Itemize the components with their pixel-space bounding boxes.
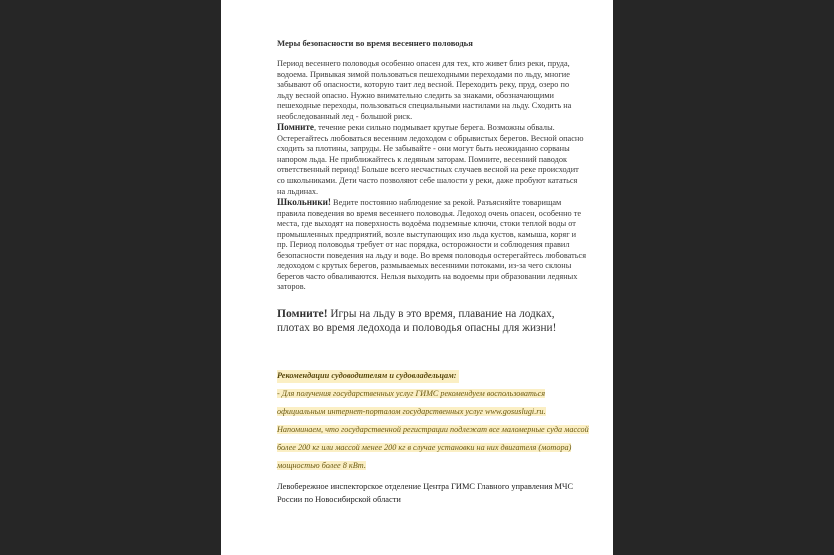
remember-text: , течение реки сильно подмывает крутые берега. Возможны обвалы. Остерегайтесь любоваться весенним ледоходом с обрывистых берегов. Весной опасно сходить за плотины, запруды. Не забывайте - они могут быть неожиданно сорваны напором льда. Не приближайтесь к ледяным заторам. Помните, весенний паводок ответственный период! Больше всего несчастных случаев весной на реке происходит со школьниками. Дети часто позволяют себе шалости у реки, даже пробуют кататься на льдинах. (277, 123, 584, 196)
intro-text: Период весеннего половодья особенно опасен для тех, кто живет близ реки, пруда, водоема. Привыкая зимой пользоваться пешеходными переходами по льду, многие забывают об опасности, которую таит лед весной. Переходить реку, пруд, озеро по льду весной опасно. Нужно внимательно следить за знаками, обозначающими пешеходные переходы, пользоваться специальными настилами на льду. Сходить на необследованный лед - большой риск. (277, 59, 572, 121)
recommendations-text: - Для получения государственных услуг ГИМС рекомендуем воспользоваться официальным интернет-порталом государственных услуг www.gosuslugi.ru. Напоминаем, что государственной регистрации подлежат все маломерные суда массой более 200 кг или массой менее 200 кг в случае установки на них двигателя (мотора) мощностью более 8 кВт. (277, 389, 589, 471)
remember-lead: Помните (277, 122, 315, 133)
page-content (277, 38, 587, 506)
warning-paragraph (277, 307, 587, 335)
schoolchildren-lead: Школьники! (277, 197, 331, 208)
warning-text: Игры на льду в это время, плавание на лодках, плотах во время ледохода и половодья опасны для жизни! (277, 308, 557, 335)
schoolchildren-text: Ведите постоянно наблюдение за рекой. Разъясняйте товарищам правила поведения во время весеннего половодья. Ледоход очень опасен, особенно те места, где выходят на поверхность водоёма подземные ключи, стоки теплой воды от промышленных предприятий, возле выступающих изо льда кустов, камыша, коряг и пр. Период половодья требует от нас порядка, осторожности и соблюдения правил безопасности поведения на льду и воде. Во время половодья остерегайтесь любоваться ледоходом с крутых берегов, размываемых весенними потоками, из-за чего склоны берегов часто обваливаются. Нельзя выходить на водоемы при образовании ледяных заторов. (277, 198, 587, 292)
intro-paragraph (277, 59, 587, 122)
recommendations-title: Рекомендации судоводителям и судовладельцам: (277, 370, 459, 383)
warning-lead: Помните! (277, 307, 328, 321)
issuer-signature: Левобережное инспекторское отделение Центра ГИМС Главного управления МЧС России по Новосибирской области (277, 482, 574, 504)
remember-paragraph (277, 122, 587, 197)
document-title: Меры безопасности во время весеннего половодья (277, 38, 473, 48)
recommendations-block (277, 365, 589, 473)
document-page (221, 0, 613, 555)
schoolchildren-paragraph (277, 197, 587, 293)
